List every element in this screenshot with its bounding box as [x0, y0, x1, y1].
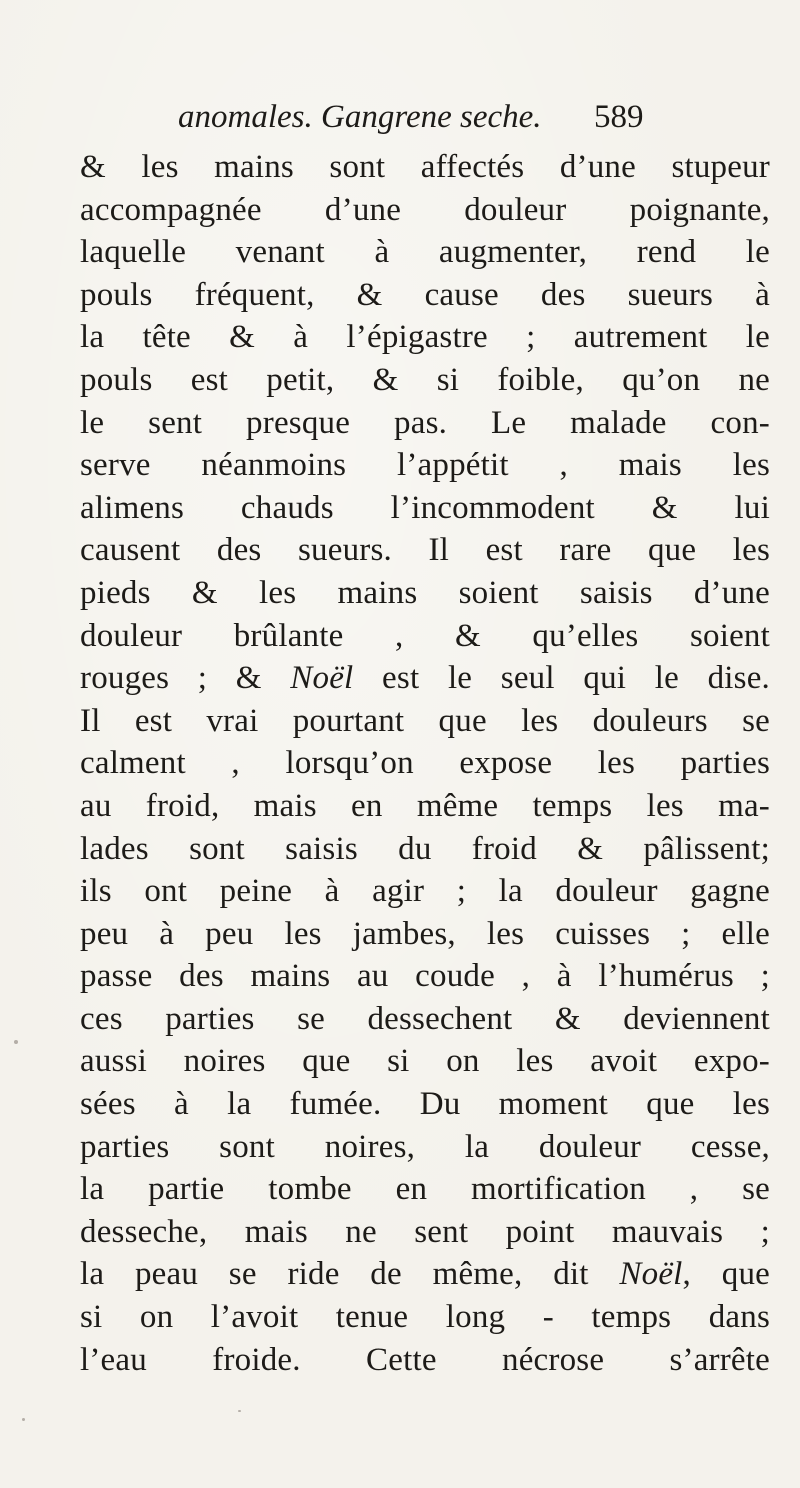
text-line: parties sont noires, la douleur cesse, — [80, 1128, 770, 1165]
text-line: le sent presque pas. Le malade con- — [80, 404, 770, 441]
text-line: la partie tombe en mortification , se — [80, 1171, 770, 1208]
text-line: pouls fréquent, & cause des sueurs à — [80, 276, 770, 313]
text-line: lades sont saisis du froid & pâlissent; — [80, 830, 770, 867]
paper-speck — [238, 1410, 241, 1412]
text-line: douleur brûlante , & qu’elles soient — [80, 617, 770, 654]
text-line: calment , lorsqu’on expose les parties — [80, 745, 770, 782]
text-line: peu à peu les jambes, les cuisses ; elle — [80, 915, 770, 952]
italic-name: Noël — [290, 660, 354, 697]
text-segment: la peau se ride de même, dit — [80, 1256, 620, 1293]
text-line: l’eau froide. Cette nécrose s’arrête — [80, 1341, 770, 1378]
text-line: ils ont peine à agir ; la douleur gagne — [80, 873, 770, 910]
text-line — [80, 1253, 770, 1296]
text-line: alimens chauds l’incommodent & lui — [80, 489, 770, 526]
text-line — [80, 657, 770, 700]
text-line: ces parties se dessechent & deviennent — [80, 1000, 770, 1037]
text-segment: rouges ; & — [80, 660, 291, 697]
running-head — [178, 92, 678, 142]
text-line: & les mains sont affectés d’une stupeur — [80, 149, 770, 185]
text-line: pouls est petit, & si foible, qu’on ne — [80, 361, 770, 398]
text-line: si on l’avoit tenue long - temps dans — [80, 1299, 770, 1336]
text-line: la tête & à l’épigastre ; autrement le — [80, 319, 770, 356]
text-line: accompagnée d’une douleur poignante, — [80, 191, 770, 228]
running-head-title: anomales. Gangrene seche. — [178, 99, 542, 135]
text-line: desseche, mais ne sent point mauvais ; — [80, 1213, 770, 1250]
text-segment: , que — [682, 1256, 770, 1293]
text-line: sées à la fumée. Du moment que les — [80, 1086, 770, 1123]
text-line: causent des sueurs. Il est rare que les — [80, 532, 770, 569]
text-line: passe des mains au coude , à l’humérus ; — [80, 958, 770, 995]
paper-speck — [22, 1418, 25, 1421]
text-line: serve néanmoins l’appétit , mais les — [80, 447, 770, 484]
body-text — [80, 146, 770, 1381]
paper-speck — [14, 1040, 18, 1044]
page-number: 589 — [594, 99, 644, 135]
text-line: Il est vrai pourtant que les douleurs se — [80, 702, 770, 739]
italic-name: Noël — [619, 1256, 683, 1293]
text-line: laquelle venant à augmenter, rend le — [80, 234, 770, 271]
text-line: au froid, mais en même temps les ma- — [80, 787, 770, 824]
text-line: aussi noires que si on les avoit expo- — [80, 1043, 770, 1080]
text-line: pieds & les mains soient saisis d’une — [80, 574, 770, 611]
text-segment: est le seul qui le dise. — [353, 660, 771, 697]
